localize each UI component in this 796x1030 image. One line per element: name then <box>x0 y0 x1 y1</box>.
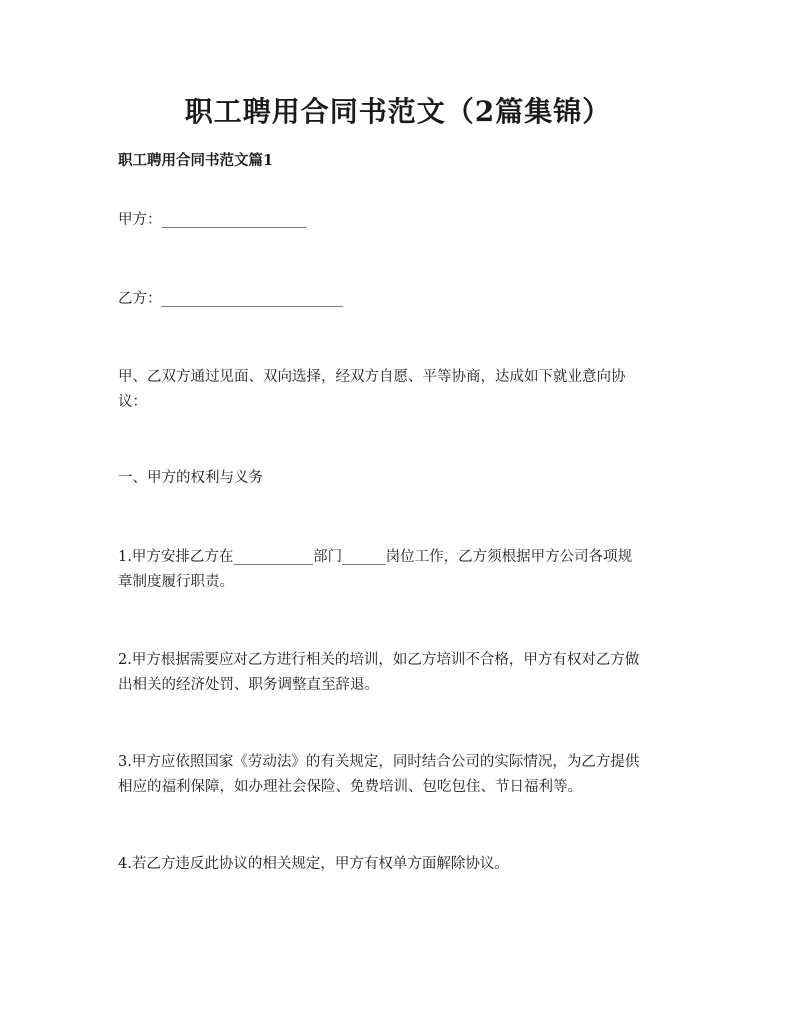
clause-4: 4.若乙方违反此协议的相关规定，甲方有权单方面解除协议。 <box>118 856 509 872</box>
clause-1-line-1: 1.甲方安排乙方在___________部门______岗位工作，乙方须根据甲方公司各项规 <box>118 549 633 565</box>
document-title: 职工聘用合同书范文（2篇集锦） <box>184 95 612 128</box>
clause-3-line-2: 相应的福利保障，如办理社会保险、免费培训、包吃包住、节日福利等。 <box>118 779 582 795</box>
intro-line-2: 议： <box>118 394 147 410</box>
party-a-line: 甲方：____________________ <box>118 212 307 228</box>
clause-3 <box>118 750 684 800</box>
intro-paragraph <box>118 365 684 415</box>
heading-rights-obligations: 一、甲方的权利与义务 <box>118 470 263 486</box>
clause-2 <box>118 648 684 698</box>
section-title: 职工聘用合同书范文篇1 <box>118 152 274 169</box>
clause-2-line-1: 2.甲方根据需要应对乙方进行相关的培训，如乙方培训不合格，甲方有权对乙方做 <box>118 652 640 668</box>
clause-2-line-2: 出相关的经济处罚、职务调整直至辞退。 <box>118 677 379 693</box>
party-b-line: 乙方：_________________________ <box>118 291 343 307</box>
intro-line-1: 甲、乙双方通过见面、双向选择，经双方自愿、平等协商，达成如下就业意向协 <box>118 369 626 385</box>
clause-1 <box>118 545 684 595</box>
clause-3-line-1: 3.甲方应依照国家《劳动法》的有关规定，同时结合公司的实际情况，为乙方提供 <box>118 754 640 770</box>
clause-1-line-2: 章制度履行职责。 <box>118 574 234 590</box>
